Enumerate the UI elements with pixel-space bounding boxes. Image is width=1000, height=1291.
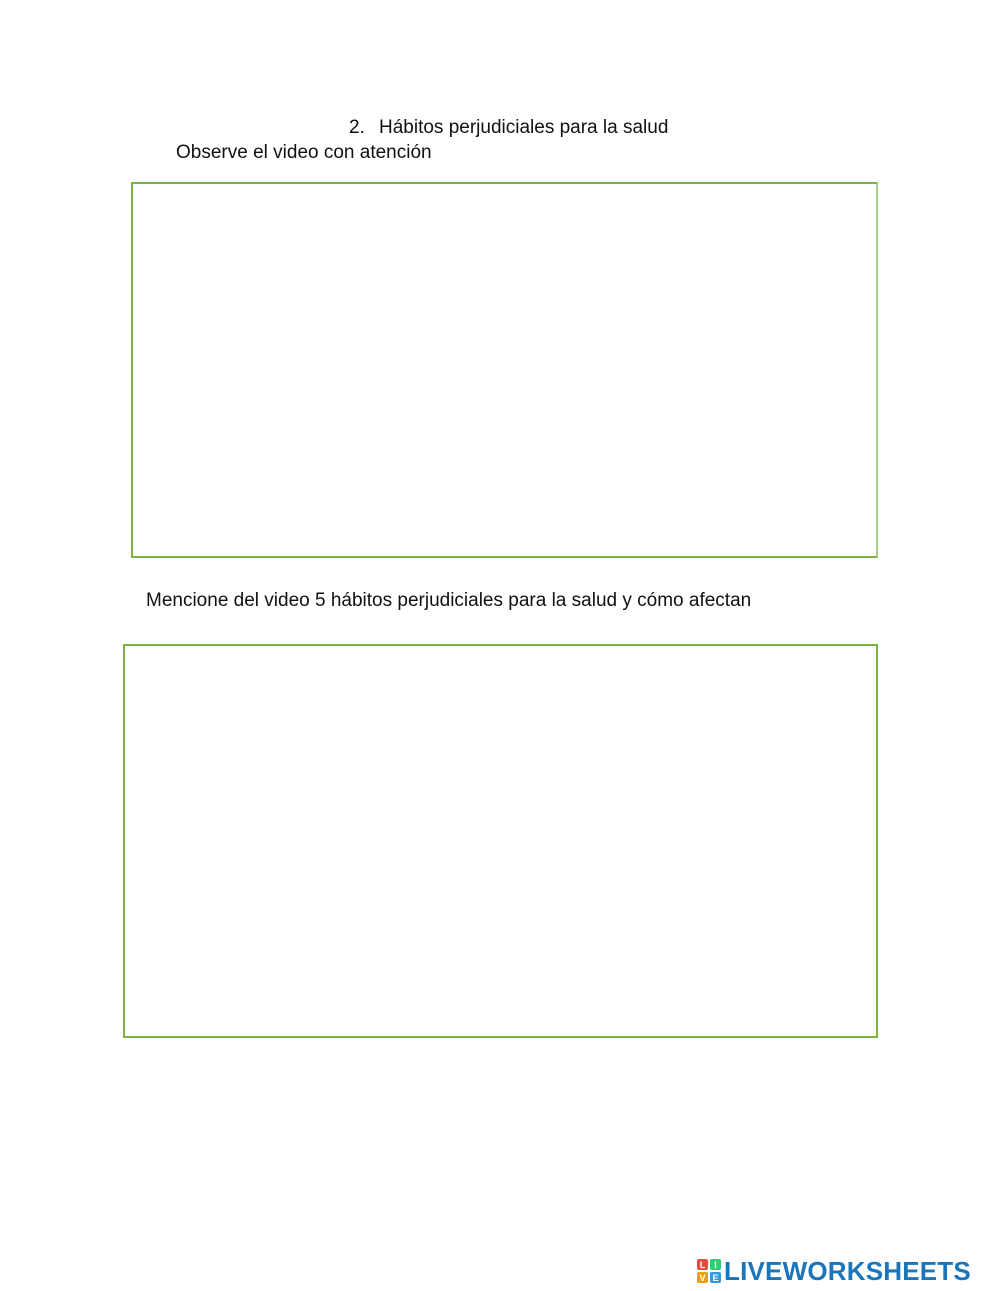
answer-box[interactable]	[123, 644, 878, 1038]
logo-text: LIVEWORKSHEETS	[724, 1255, 971, 1286]
logo-mark-icon	[697, 1259, 721, 1283]
logo-letter-i: I	[710, 1259, 721, 1270]
question-text: Mencione del video 5 hábitos perjudiciales para la salud y cómo afectan	[146, 590, 752, 611]
video-frame[interactable]	[131, 182, 878, 558]
logo-letter-l: L	[697, 1259, 708, 1270]
section-heading	[349, 117, 668, 139]
liveworksheets-logo	[697, 1257, 971, 1285]
video-instruction: Observe el video con atención	[176, 142, 432, 163]
section-title: Hábitos perjudiciales para la salud	[379, 117, 669, 138]
section-number: 2.	[349, 117, 365, 138]
logo-letter-e: E	[710, 1272, 721, 1283]
logo-letter-v: V	[697, 1272, 708, 1283]
